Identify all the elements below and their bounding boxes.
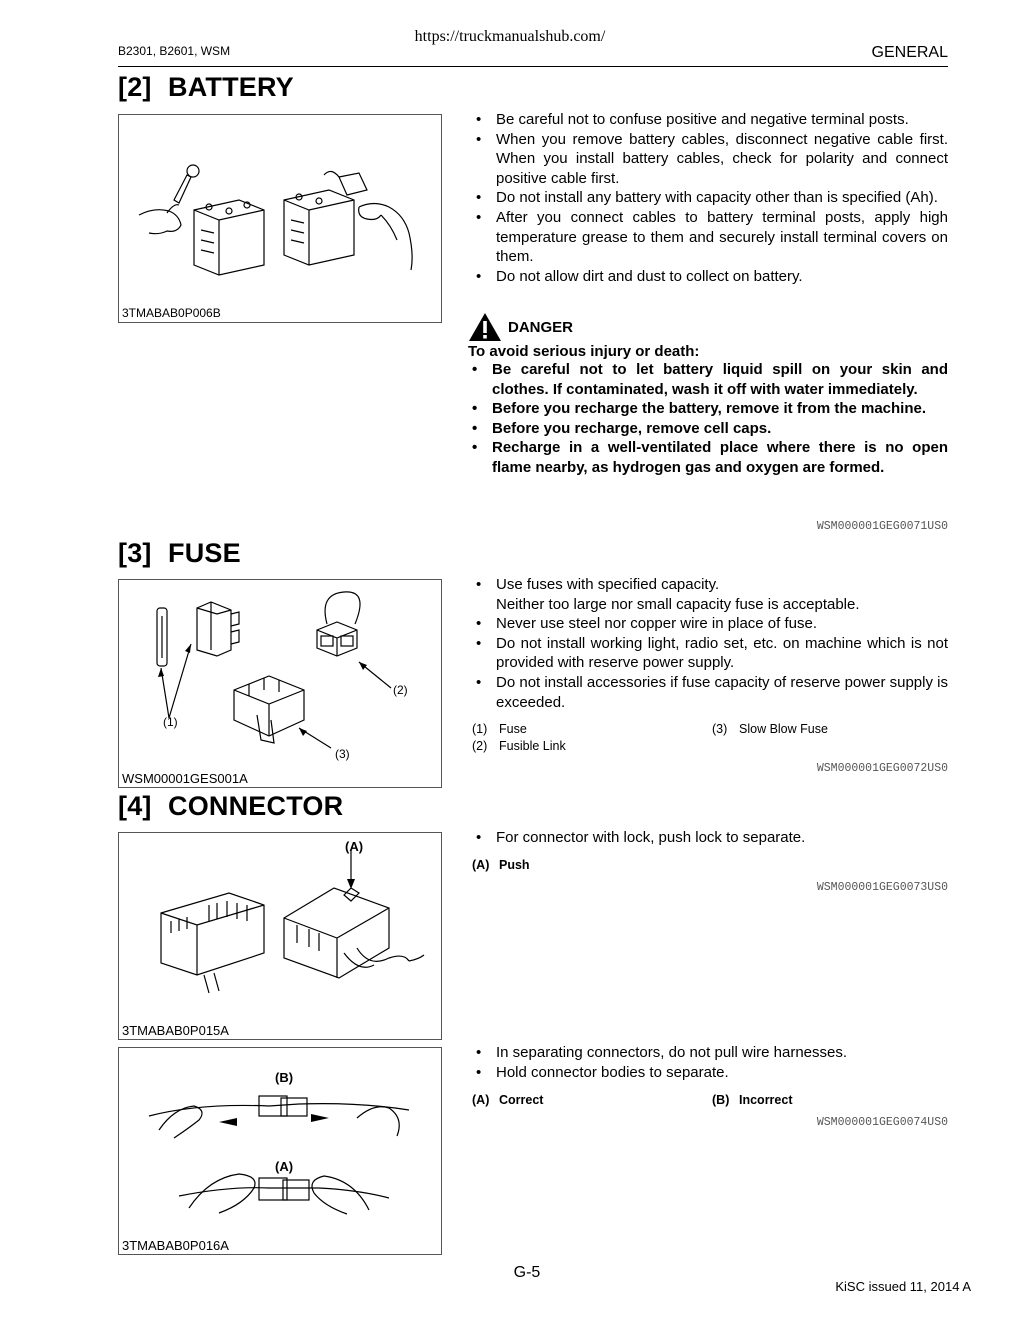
legend-text: Incorrect [739,1093,793,1107]
legend-key: (2) [472,739,488,753]
connector-bullet: • Hold connector bodies to separate. [472,1063,948,1083]
fuse-bullet: • Never use steel nor copper wire in place of fuse. [472,614,948,634]
connector-callout-a: (A) [345,839,364,854]
fuse-callout-3: (3) [335,747,350,761]
fuse-bullet-text: Use fuses with specified capacity. [496,576,720,593]
connector-doc-code-2: WSM000001GEG0074US0 [816,1116,948,1129]
danger-header [468,312,948,342]
legend-key: (A) [472,858,490,872]
header-model: B2301, B2601, WSM [118,44,231,58]
page-number: G-5 [513,1264,541,1281]
header-divider [118,66,948,67]
legend-text: Push [499,858,530,872]
connector-instructions-1 [472,828,948,848]
fuse-heading-title: FUSE [168,538,241,568]
battery-illustration [119,115,441,305]
issue-label: KiSC issued 11, 2014 A [835,1279,971,1294]
connector-heading [118,791,343,822]
fuse-instructions [472,575,948,712]
battery-figure [118,114,442,323]
battery-heading [118,72,294,103]
danger-intro: To avoid serious injury or death: [468,343,700,360]
connector-heading-number: [4] [118,791,152,821]
fuse-legend-item [712,722,828,736]
legend-text: Slow Blow Fuse [739,722,828,736]
battery-heading-number: [2] [118,72,152,102]
connector-bullet: • For connector with lock, push lock to separate. [472,828,948,848]
connector-figure-2 [118,1047,442,1255]
connector-figure-2-code: 3TMABAB0P016A [122,1238,229,1253]
header-section: GENERAL [871,44,948,61]
connector-figure-1-code: 3TMABAB0P015A [122,1023,229,1038]
danger-bullet: • Recharge in a well-ventilated place where there is no open flame nearby, as hydrogen gas and oxygen are formed. [468,438,948,477]
fuse-bullet [472,575,948,614]
danger-box [468,312,948,478]
battery-instructions [472,110,948,286]
danger-bullet: • Before you recharge the battery, remove it from the machine. [468,399,948,419]
danger-label: DANGER [508,318,574,336]
fuse-doc-code: WSM000001GEG0072US0 [816,762,948,775]
legend-key: (1) [472,722,488,736]
connector-callout-a2: (A) [275,1159,294,1174]
connector-lock-illustration [119,833,441,1023]
legend-key: (B) [712,1093,730,1107]
battery-bullet: • Be careful not to confuse positive and negative terminal posts. [472,110,948,130]
legend-key: (3) [712,722,728,736]
battery-bullet: • Do not allow dirt and dust to collect on battery. [472,267,948,287]
danger-list [468,360,948,478]
battery-figure-code: 3TMABAB0P006B [122,306,221,320]
source-url[interactable]: https://truckmanualshub.com/ [414,28,606,45]
fuse-bullet: • Do not install accessories if fuse capacity of reserve power supply is exceeded. [472,673,948,712]
legend-text: Fuse [499,722,527,736]
fuse-heading [118,538,241,569]
fuse-figure-code: WSM00001GES001A [122,771,248,786]
fuse-heading-number: [3] [118,538,152,568]
battery-bullet: • When you remove battery cables, disconnect negative cable first. When you install battery cables, check for polarity and connect positive cable first. [472,130,948,189]
connector-separating-illustration [119,1048,441,1238]
warning-triangle-icon [468,312,502,342]
legend-text: Correct [499,1093,544,1107]
fuse-illustration [119,580,441,770]
fuse-legend-item [472,722,527,736]
battery-doc-code: WSM000001GEG0071US0 [816,520,948,533]
connector-bullet: • In separating connectors, do not pull wire harnesses. [472,1043,948,1063]
battery-heading-title: BATTERY [168,72,294,102]
connector-doc-code-1: WSM000001GEG0073US0 [816,881,948,894]
danger-bullet: • Before you recharge, remove cell caps. [468,419,948,439]
connector-legend-item [712,1093,793,1107]
fuse-callout-1: (1) [163,715,178,729]
fuse-bullet-continuation: Neither too large nor small capacity fuse is acceptable. [496,595,860,613]
connector-figure-1 [118,832,442,1040]
fuse-figure [118,579,442,788]
fuse-legend-item [472,739,566,753]
connector-instructions-2 [472,1043,948,1082]
connector-callout-b: (B) [275,1070,294,1085]
fuse-callout-2: (2) [393,683,408,697]
battery-bullet: • Do not install any battery with capacity other than is specified (Ah). [472,188,948,208]
connector-legend-item [472,1093,543,1107]
danger-bullet: • Be careful not to let battery liquid spill on your skin and clothes. If contaminated, wash it off with water immediately. [468,360,948,399]
fuse-bullet: • Do not install working light, radio set, etc. on machine which is not provided with reserve power supply. [472,634,948,673]
battery-bullet: • After you connect cables to battery terminal posts, apply high temperature grease to them and securely install terminal covers on them. [472,208,948,267]
connector-heading-title: CONNECTOR [168,791,344,821]
connector-legend-item [472,858,530,872]
legend-key: (A) [472,1093,490,1107]
legend-text: Fusible Link [499,739,566,753]
